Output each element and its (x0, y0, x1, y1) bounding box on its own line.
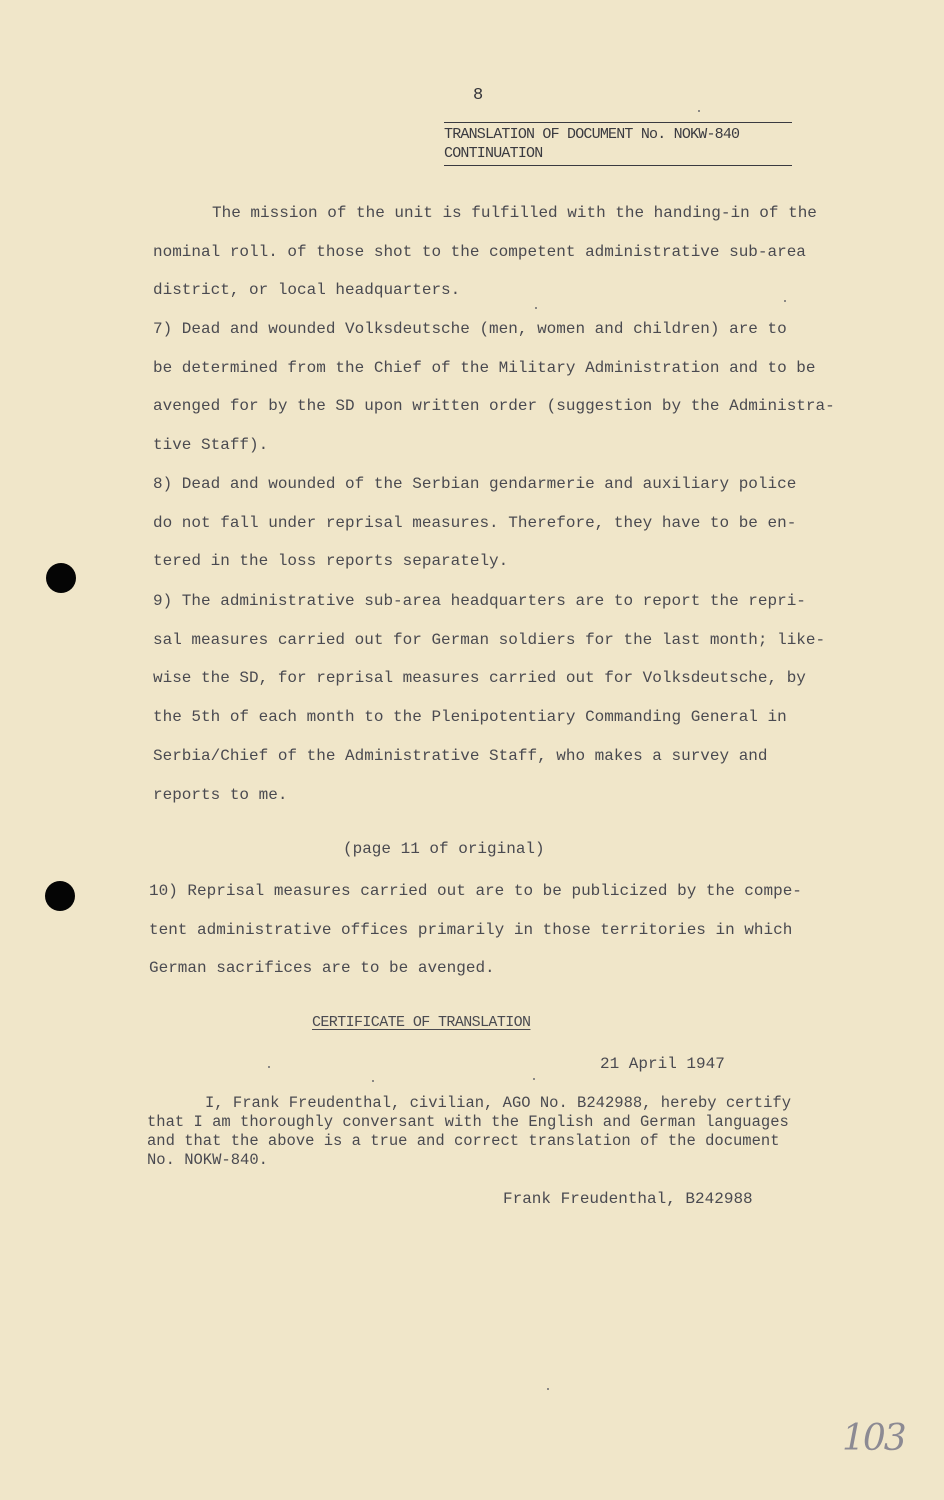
text-line: reports to me. (153, 785, 288, 804)
text-line: German sacrifices are to be avenged. (149, 959, 495, 978)
page-number: 8 (473, 86, 484, 105)
header-subtitle: CONTINUATION (444, 144, 792, 166)
text-line: be determined from the Chief of the Military Administration and to be (153, 358, 816, 377)
paper-speck (547, 1388, 549, 1390)
punch-hole (45, 881, 75, 911)
paper-speck (533, 1078, 535, 1080)
certificate-body (147, 1094, 827, 1170)
text-line: 7) Dead and wounded Volksdeutsche (men, women and children) are to (153, 320, 787, 338)
paragraph-mission (153, 194, 843, 310)
page-reference-note: (page 11 of original) (343, 840, 545, 858)
paper-speck (535, 307, 537, 309)
text-line: Serbia/Chief of the Administrative Staff, who makes a survey and (153, 746, 768, 765)
text-line: and that the above is a true and correct translation of the document (147, 1132, 780, 1150)
paper-speck (698, 110, 700, 112)
text-line: do not fall under reprisal measures. Therefore, they have to be en- (153, 513, 797, 532)
text-line: tered in the loss reports separately. (153, 552, 509, 571)
text-line: 8) Dead and wounded of the Serbian gendarmerie and auxiliary police (153, 475, 797, 493)
text-line: I, Frank Freudenthal, civilian, AGO No. B242988, hereby certify (205, 1094, 791, 1112)
text-line: that I am thoroughly conversant with the English and German languages (147, 1113, 789, 1131)
certificate-title: CERTIFICATE OF TRANSLATION (312, 1014, 531, 1031)
text-line: sal measures carried out for German soldiers for the last month; like- (153, 630, 826, 649)
document-header (444, 122, 792, 166)
certificate-date: 21 April 1947 (600, 1055, 725, 1073)
text-line: wise the SD, for reprisal measures carried out for Volksdeutsche, by (153, 669, 806, 688)
text-line: the 5th of each month to the Plenipotentiary Commanding General in (153, 708, 787, 727)
paragraph-item-10 (149, 872, 839, 988)
paragraph-item-9 (153, 582, 843, 814)
text-line: 10) Reprisal measures carried out are to be publicized by the compe- (149, 882, 802, 900)
paper-speck (372, 1080, 374, 1082)
text-line: district, or local headquarters. (153, 281, 461, 300)
text-line: nominal roll. of those shot to the competent administrative sub-area (153, 242, 806, 261)
text-line: tive Staff). (153, 436, 269, 455)
text-line: No. NOKW-840. (147, 1151, 268, 1169)
text-line: tent administrative offices primarily in those territories in which (149, 920, 793, 939)
handwritten-page-number: 103 (842, 1418, 905, 1459)
paper-speck (268, 1066, 270, 1068)
text-line: avenged for by the SD upon written order (suggestion by the Administra- (153, 397, 835, 416)
paper-speck (784, 300, 786, 302)
text-line: The mission of the unit is fulfilled with the handing-in of the (212, 204, 817, 222)
punch-hole (46, 563, 76, 593)
text-line: 9) The administrative sub-area headquarters are to report the repri- (153, 592, 806, 610)
header-title: TRANSLATION OF DOCUMENT No. NOKW-840 (444, 126, 740, 143)
paragraph-item-8 (153, 465, 843, 581)
translator-signature: Frank Freudenthal, B242988 (503, 1190, 753, 1208)
paragraph-item-7 (153, 310, 843, 465)
